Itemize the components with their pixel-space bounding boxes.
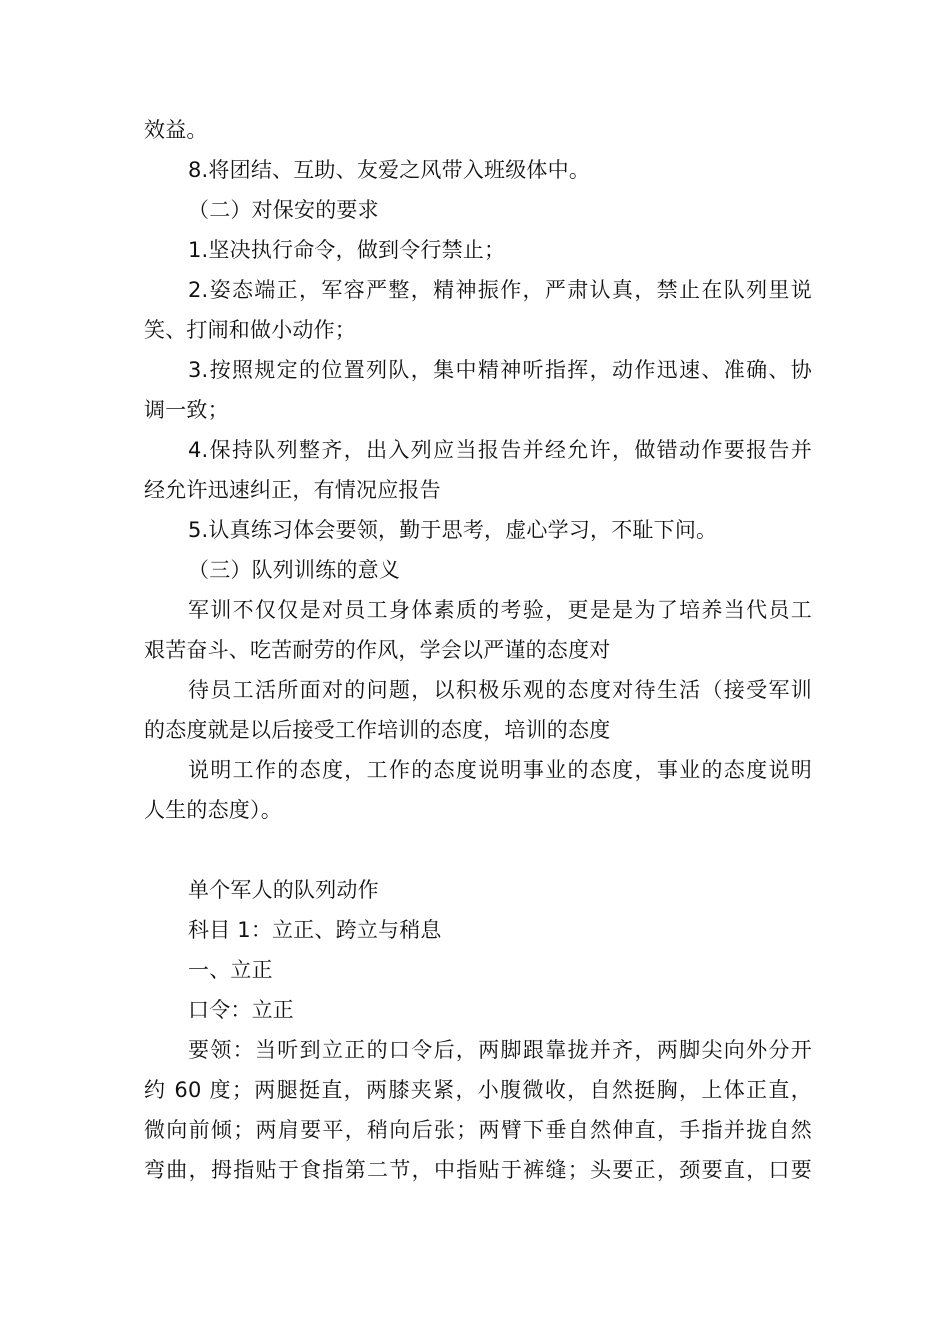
section-heading-3 xyxy=(144,550,812,590)
text-line: 要领：当听到立正的口令后，两脚跟靠拢并齐，两脚尖向外分开 xyxy=(188,1038,812,1062)
text-line: 2.姿态端正，军容严整，精神振作，严肃认真，禁止在队列里说 xyxy=(188,278,812,302)
paragraph-item-1 xyxy=(144,230,812,270)
text-line: 5.认真练习体会要领，勤于思考，虚心学习，不耻下问。 xyxy=(188,518,718,542)
command-line xyxy=(144,990,812,1030)
text-line: 笑、打闹和做小动作； xyxy=(144,318,356,342)
text-line: 军训不仅仅是对员工身体素质的考验，更是是为了培养当代员工 xyxy=(188,598,812,622)
text-line: 调一致； xyxy=(144,398,229,422)
text-line: 1.坚决执行命令，做到令行禁止； xyxy=(188,238,506,262)
text-line: 4.保持队列整齐，出入列应当报告并经允许，做错动作要报告并 xyxy=(188,438,812,462)
paragraph-essentials xyxy=(144,1030,812,1190)
heading-line: （二）对保安的要求 xyxy=(188,198,379,222)
paragraph-meaning-1 xyxy=(144,590,812,670)
text-line: 经允许迅速纠正，有情况应报告 xyxy=(144,478,441,502)
paragraph-item-2 xyxy=(144,270,812,350)
paragraph-item-5 xyxy=(144,510,812,550)
paragraph-meaning-3 xyxy=(144,750,812,830)
text-line: 弯曲，拇指贴于食指第二节，中指贴于裤缝；头要正，颈要直，口要 xyxy=(144,1158,812,1182)
paragraph-item-3 xyxy=(144,350,812,430)
paragraph-item-8 xyxy=(144,150,812,190)
paragraph-continuation xyxy=(144,110,812,150)
text-line: 效益。 xyxy=(144,118,208,142)
section-title-drill xyxy=(144,870,812,910)
subject-heading xyxy=(144,910,812,950)
section-heading-2 xyxy=(144,190,812,230)
paragraph-meaning-2 xyxy=(144,670,812,750)
text-line: 3.按照规定的位置列队，集中精神听指挥，动作迅速、准确、协 xyxy=(188,358,812,382)
heading-line: 一、立正 xyxy=(188,958,273,982)
paragraph-item-4 xyxy=(144,430,812,510)
text-line: 约 60 度；两腿挺直，两膝夹紧，小腹微收，自然挺胸，上体正直， xyxy=(144,1078,812,1102)
heading-line: 单个军人的队列动作 xyxy=(188,878,379,902)
subsection-heading xyxy=(144,950,812,990)
text-line: 口令：立正 xyxy=(188,998,294,1022)
text-line: 微向前倾；两肩要平，稍向后张；两臂下垂自然伸直，手指并拢自然 xyxy=(144,1118,812,1142)
heading-line: （三）队列训练的意义 xyxy=(188,558,400,582)
heading-line: 科目 1：立正、跨立与稍息 xyxy=(188,918,442,942)
text-line: 艰苦奋斗、吃苦耐劳的作风，学会以严谨的态度对 xyxy=(144,638,611,662)
text-line: 的态度就是以后接受工作培训的态度，培训的态度 xyxy=(144,718,611,742)
text-line: 待员工活所面对的问题，以积极乐观的态度对待生活（接受军训 xyxy=(188,678,812,702)
text-line: 8.将团结、互助、友爱之风带入班级体中。 xyxy=(188,158,591,182)
text-line: 人生的态度）。 xyxy=(144,798,282,822)
text-line: 说明工作的态度，工作的态度说明事业的态度，事业的态度说明 xyxy=(188,758,812,782)
